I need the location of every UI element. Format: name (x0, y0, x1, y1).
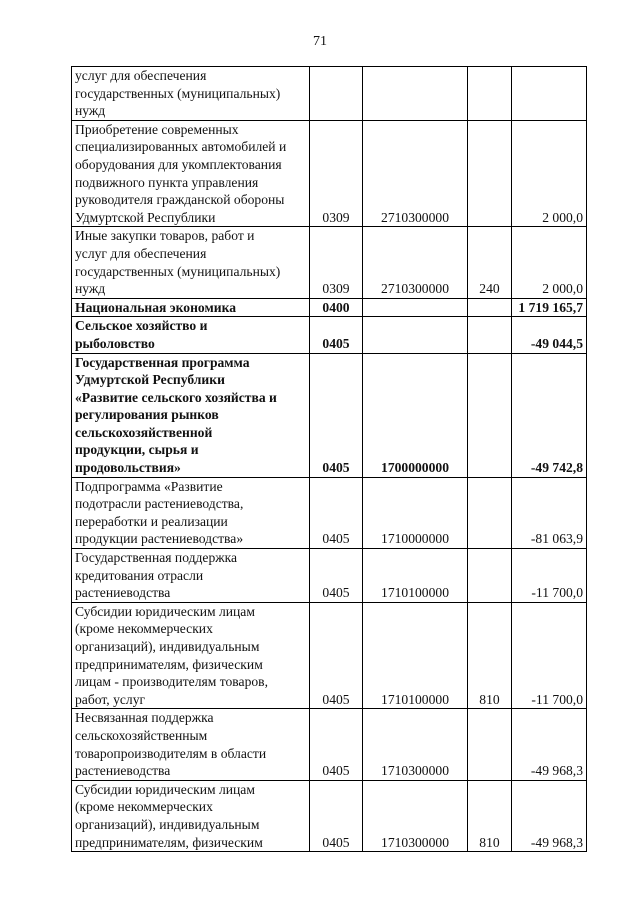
row-name-line: сельскохозяйственным (75, 727, 208, 743)
target-article-cell: 1710300000 (363, 780, 468, 851)
section-code-cell: 0309 (310, 120, 363, 227)
section-code-cell: 0405 (310, 709, 363, 780)
target-article-cell: 1710100000 (363, 549, 468, 603)
row-name-line: Национальная экономика (75, 299, 236, 315)
table-row (72, 549, 587, 603)
row-name-line: Удмуртской Республики (75, 209, 216, 225)
row-name-line: нужд (75, 281, 106, 297)
row-name-cell (72, 120, 310, 227)
expense-type-cell: 810 (468, 780, 512, 851)
row-name-line: переработки и реализации (75, 513, 228, 529)
row-name-line: Государственная программа (75, 354, 250, 370)
row-name-line: продукции растениеводства» (75, 531, 244, 547)
table-row (72, 67, 587, 121)
row-name-line: государственных (муниципальных) (75, 85, 281, 101)
expense-type-cell (468, 298, 512, 317)
row-name-cell (72, 227, 310, 298)
row-name-line: подвижного пункта управления (75, 174, 259, 190)
section-code-cell: 0405 (310, 317, 363, 353)
target-article-cell (363, 67, 468, 121)
budget-table-body (72, 67, 587, 852)
amount-cell: -11 700,0 (512, 549, 587, 603)
table-row (72, 298, 587, 317)
row-name-cell (72, 549, 310, 603)
page-number: 71 (313, 34, 327, 49)
row-name-line: услуг для обеспечения (75, 68, 207, 83)
expense-type-cell (468, 549, 512, 603)
row-name-line: сельскохозяйственной (75, 424, 213, 440)
row-name-line: организаций), индивидуальным (75, 816, 260, 832)
target-article-cell: 2710300000 (363, 120, 468, 227)
section-code-cell: 0309 (310, 227, 363, 298)
amount-cell: 2 000,0 (512, 227, 587, 298)
row-name-line: (кроме некоммерческих (75, 621, 213, 637)
row-name-line: рыболовство (75, 335, 155, 351)
row-name-line: растениеводства (75, 585, 171, 601)
row-name-line: работ, услуг (75, 691, 146, 707)
row-name-cell (72, 602, 310, 709)
row-name-line: продовольствия» (75, 460, 181, 476)
row-name-line: Приобретение современных (75, 121, 239, 137)
target-article-cell: 1700000000 (363, 353, 468, 477)
expense-type-cell (468, 120, 512, 227)
row-name-line: государственных (муниципальных) (75, 263, 281, 279)
row-name-cell (72, 709, 310, 780)
section-code-cell: 0405 (310, 549, 363, 603)
target-article-cell: 2710300000 (363, 227, 468, 298)
budget-table (71, 66, 587, 852)
section-code-cell (310, 67, 363, 121)
row-name-line: Сельское хозяйство и (75, 318, 208, 334)
row-name-line: Несвязанная поддержка (75, 710, 214, 726)
row-name-line: Подпрограмма «Развитие (75, 478, 223, 494)
row-name-line: предпринимателям, физическим (75, 656, 263, 672)
row-name-line: «Развитие сельского хозяйства и (75, 389, 277, 405)
row-name-line: регулирования рынков (75, 407, 219, 423)
row-name-line: лицам - производителям товаров, (75, 674, 268, 690)
target-article-cell: 1710300000 (363, 709, 468, 780)
row-name-line: специализированных автомобилей и (75, 139, 287, 155)
row-name-line: Удмуртской Республики (75, 372, 225, 388)
table-row (72, 317, 587, 353)
expense-type-cell: 240 (468, 227, 512, 298)
row-name-line: Субсидии юридическим лицам (75, 603, 255, 619)
expense-type-cell (468, 477, 512, 548)
amount-cell: -49 968,3 (512, 709, 587, 780)
row-name-line: нужд (75, 103, 106, 119)
expense-type-cell (468, 709, 512, 780)
table-row (72, 709, 587, 780)
row-name-line: кредитования отрасли (75, 567, 204, 583)
expense-type-cell (468, 353, 512, 477)
table-row (72, 780, 587, 851)
row-name-cell (72, 477, 310, 548)
row-name-line: организаций), индивидуальным (75, 639, 260, 654)
amount-cell (512, 67, 587, 121)
target-article-cell (363, 298, 468, 317)
amount-cell: -49 044,5 (512, 317, 587, 353)
target-article-cell: 1710000000 (363, 477, 468, 548)
amount-cell: -11 700,0 (512, 602, 587, 709)
amount-cell: 1 719 165,7 (512, 298, 587, 317)
row-name-line: руководителя гражданской обороны (75, 192, 285, 208)
row-name-line: (кроме некоммерческих (75, 799, 213, 815)
row-name-cell (72, 317, 310, 353)
amount-cell: 2 000,0 (512, 120, 587, 227)
row-name-line: товаропроизводителям в области (75, 745, 267, 761)
row-name-line: услуг для обеспечения (75, 245, 207, 261)
expense-type-cell: 810 (468, 602, 512, 709)
section-code-cell: 0405 (310, 353, 363, 477)
row-name-cell (72, 298, 310, 317)
row-name-line: Государственная поддержка (75, 550, 238, 566)
table-row (72, 602, 587, 709)
section-code-cell: 0405 (310, 602, 363, 709)
row-name-cell (72, 67, 310, 121)
table-row (72, 353, 587, 477)
expense-type-cell (468, 317, 512, 353)
amount-cell: -49 968,3 (512, 780, 587, 851)
table-row (72, 120, 587, 227)
section-code-cell: 0405 (310, 780, 363, 851)
row-name-line: предпринимателям, физическим (75, 834, 263, 850)
section-code-cell: 0400 (310, 298, 363, 317)
row-name-line: Иные закупки товаров, работ и (75, 228, 255, 244)
section-code-cell: 0405 (310, 477, 363, 548)
row-name-line: подотрасли растениеводства, (75, 496, 244, 512)
row-name-line: продукции, сырья и (75, 442, 199, 458)
table-row (72, 477, 587, 548)
row-name-line: растениеводства (75, 763, 171, 779)
target-article-cell (363, 317, 468, 353)
row-name-cell (72, 780, 310, 851)
amount-cell: -49 742,8 (512, 353, 587, 477)
amount-cell: -81 063,9 (512, 477, 587, 548)
row-name-line: оборудования для укомплектования (75, 156, 282, 172)
row-name-line: Субсидии юридическим лицам (75, 781, 255, 797)
target-article-cell: 1710100000 (363, 602, 468, 709)
row-name-cell (72, 353, 310, 477)
expense-type-cell (468, 67, 512, 121)
table-row (72, 227, 587, 298)
